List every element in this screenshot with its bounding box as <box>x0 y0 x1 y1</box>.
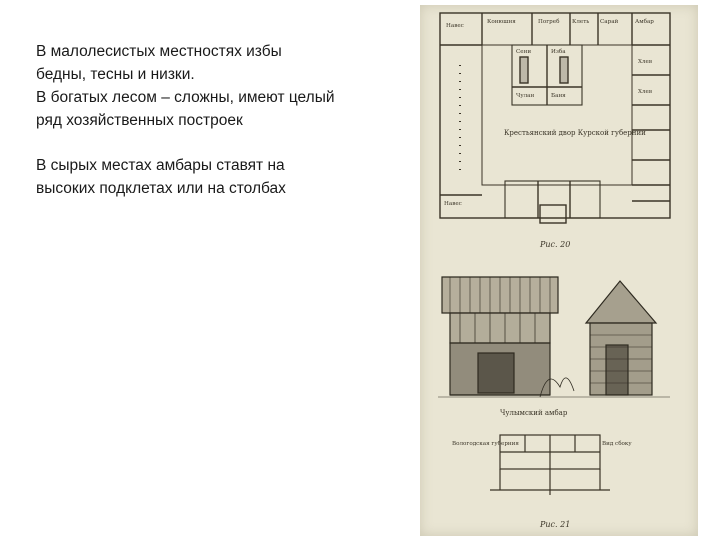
plan-bottom-block <box>505 181 600 218</box>
farmstead-plan <box>440 13 670 223</box>
svg-text:Баня: Баня <box>551 93 566 99</box>
text-line: высоких подклетах или на столбах <box>36 180 286 197</box>
plan-entrance <box>540 205 566 223</box>
slide-text <box>36 40 388 200</box>
svg-text:Навес: Навес <box>444 201 462 207</box>
fig20-caption: Рис. 20 <box>540 240 571 249</box>
svg-text:Сени: Сени <box>516 49 532 55</box>
plan-courtyard <box>482 45 632 185</box>
text-line: ряд хозяйственных построек <box>36 112 243 129</box>
fig21-caption: Рис. 21 <box>540 520 571 529</box>
plan-outer-wall <box>440 13 670 218</box>
book-illustrations <box>420 5 698 536</box>
plan-room-labels <box>444 18 654 207</box>
text-line: В малолесистых местностях избы <box>36 43 282 60</box>
svg-text:Хлев: Хлев <box>638 89 652 95</box>
svg-text:Чулан: Чулан <box>516 93 535 99</box>
text-line: В сырых местах амбары ставят на <box>36 157 285 174</box>
svg-text:Конюшня: Конюшня <box>487 19 516 25</box>
svg-text:Изба: Изба <box>551 49 566 55</box>
svg-text:Амбар: Амбар <box>635 19 654 25</box>
svg-text:Сарай: Сарай <box>600 19 619 25</box>
paragraph-gap <box>36 132 388 154</box>
svg-text:Клеть: Клеть <box>572 19 590 25</box>
plan-caption: Крестьянский двор Курской губернии <box>504 129 646 137</box>
section-left-note: Вологодская губерния <box>452 441 519 447</box>
barn-caption: Чулымский амбар <box>500 409 568 417</box>
barn-illustration <box>438 277 670 397</box>
text-line: бедны, тесны и низки. <box>36 66 195 83</box>
svg-text:Погреб: Погреб <box>538 19 560 25</box>
svg-text:Хлев: Хлев <box>638 59 652 65</box>
svg-text:Навес: Навес <box>446 23 464 29</box>
book-page-scan <box>420 5 698 536</box>
section-right-note: Вид сбоку <box>602 441 632 447</box>
text-line: В богатых лесом – сложны, имеют целый <box>36 89 335 106</box>
